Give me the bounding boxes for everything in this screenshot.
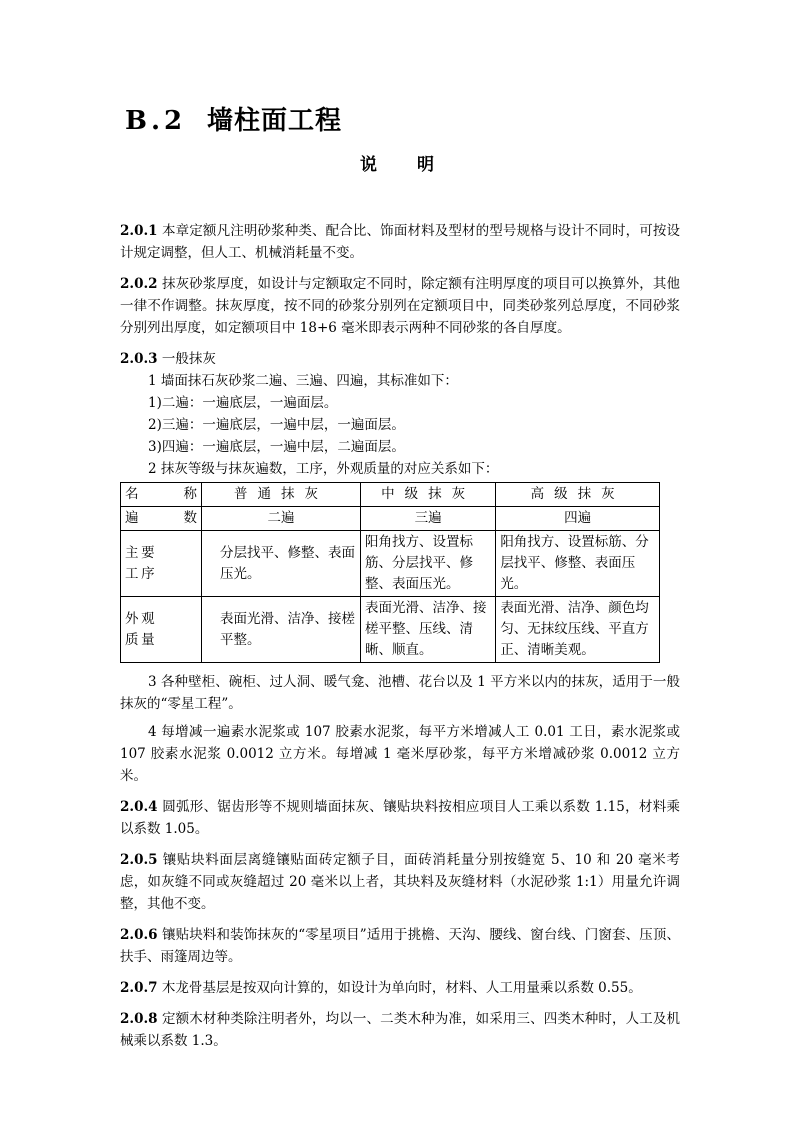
- document-body: [120, 220, 680, 1061]
- table-cell: 表面光滑、洁净、接槎平整、压线、清晰、顺直。: [361, 597, 496, 663]
- paragraph-2-0-3: [120, 348, 680, 480]
- paragraph-text: 抹灰砂浆厚度，如设计与定额取定不同时，除定额有注明厚度的项目可以换算外，其他一律不作调整。抹灰厚度，按不同的砂浆分别列在定额项目中，同类砂浆列总厚度，不同砂浆分别列出厚度，如定额项目中 18+6 毫米即表示两种不同砂浆的各自厚度。: [120, 276, 681, 336]
- paragraph-number: 2.0.7: [120, 980, 158, 996]
- paragraph-text: 镶贴块料面层离缝镶贴面砖定额子目，面砖消耗量分别按缝宽 5、10 和 20 毫米考虑，如灰缝不同或灰缝超过 20 毫米以上者，其块料及灰缝材料（水泥砂浆 1:1）用量允许调整，其他不变。: [120, 852, 680, 912]
- paragraph-text: 圆弧形、锯齿形等不规则墙面抹灰、镶贴块料按相应项目人工乘以系数 1.15，材料乘以系数 1.05。: [120, 799, 680, 837]
- section-heading: [125, 100, 342, 137]
- list-item: 2 抹灰等级与抹灰遍数，工序，外观质量的对应关系如下：: [148, 461, 499, 477]
- plaster-grade-table: [120, 482, 660, 663]
- list-item: 1)二遍：一遍底层，一遍面层。: [148, 395, 338, 411]
- table-cell: 遍数: [121, 507, 202, 531]
- paragraph-number: 2.0.1: [120, 223, 158, 239]
- list-item: 1 墙面抹石灰砂浆二遍、三遍、四遍，其标准如下：: [148, 373, 458, 389]
- paragraph-text: 镶贴块料和装饰抹灰的“零星项目”适用于挑檐、天沟、腰线、窗台线、门窗套、压顶、扶手、雨篷周边等。: [120, 927, 680, 965]
- paragraph-number: 2.0.4: [120, 799, 158, 815]
- table-cell: 三遍: [361, 507, 496, 531]
- paragraph-2-0-4: [120, 796, 680, 840]
- table-header: 普通抹灰: [202, 483, 361, 507]
- subtitle: 说明: [360, 155, 474, 175]
- table-cell: 表面光滑、洁净、接槎平整。: [202, 597, 361, 663]
- table-cell: 阳角找方、设置标筋、分层找平、修整、表面压光。: [361, 531, 496, 597]
- table-row: [121, 597, 660, 663]
- paragraph-2-0-7: [120, 977, 680, 999]
- paragraph-2-0-1: [120, 220, 680, 264]
- paragraph-2-0-2: [120, 273, 680, 339]
- table-cell: 主要工序: [121, 531, 202, 597]
- table-cell: 分层找平、修整、表面压光。: [202, 531, 361, 597]
- list-item-3: 3 各种壁柜、碗柜、过人洞、暖气龛、池槽、花台以及 1 平方米以内的抹灰，适用于一般抹灰的“零星工程”。: [120, 674, 680, 712]
- paragraph-text: 定额木材种类除注明者外，均以一、二类木种为准，如采用三、四类木种时，人工及机械乘以系数 1.3。: [120, 1011, 681, 1049]
- paragraph-title: 一般抹灰: [161, 351, 216, 367]
- paragraph-2-0-5: [120, 849, 680, 915]
- table-cell: 四遍: [496, 507, 660, 531]
- table-row: [121, 483, 660, 507]
- list-item: 3)四遍：一遍底层，一遍中层，二遍面层。: [148, 439, 405, 455]
- paragraph-text: 本章定额凡注明砂浆种类、配合比、饰面材料及型材的型号规格与设计不同时，可按设计规定调整，但人工、机械消耗量不变。: [120, 223, 681, 261]
- table-row: [121, 531, 660, 597]
- list-item-4: 4 每增减一遍素水泥浆或 107 胶素水泥浆，每平方米增减人工 0.01 工日，素水泥浆或 107 胶素水泥浆 0.0012 立方米。每增减 1 毫米厚砂浆，每平方米增减砂浆 0.0012 立方米。: [120, 724, 680, 784]
- table-row: [121, 507, 660, 531]
- table-cell: 名称: [121, 483, 202, 507]
- list-item: 2)三遍：一遍底层，一遍中层，一遍面层。: [148, 417, 405, 433]
- table-cell: 外观质量: [121, 597, 202, 663]
- paragraph-number: 2.0.8: [120, 1011, 158, 1027]
- table-header: 中级抹灰: [361, 483, 496, 507]
- table-cell: 二遍: [202, 507, 361, 531]
- paragraph-number: 2.0.5: [120, 852, 158, 868]
- table-header: 高级抹灰: [496, 483, 660, 507]
- section-number: B.2: [125, 106, 187, 136]
- paragraph-text: 木龙骨基层是按双向计算的，如设计为单向时，材料、人工用量乘以系数 0.55。: [161, 980, 642, 996]
- section-title: 墙柱面工程: [207, 106, 343, 136]
- paragraph-number: 2.0.6: [120, 927, 158, 943]
- table-cell: 表面光滑、洁净、颜色均匀、无抹纹压线、平直方正、清晰美观。: [496, 597, 660, 663]
- table-cell: 阳角找方、设置标筋、分层找平、修整、表面压光。: [496, 531, 660, 597]
- paragraph-2-0-8: [120, 1008, 680, 1052]
- paragraph-2-0-6: [120, 924, 680, 968]
- paragraph-number: 2.0.2: [120, 276, 158, 292]
- paragraph-number: 2.0.3: [120, 351, 158, 367]
